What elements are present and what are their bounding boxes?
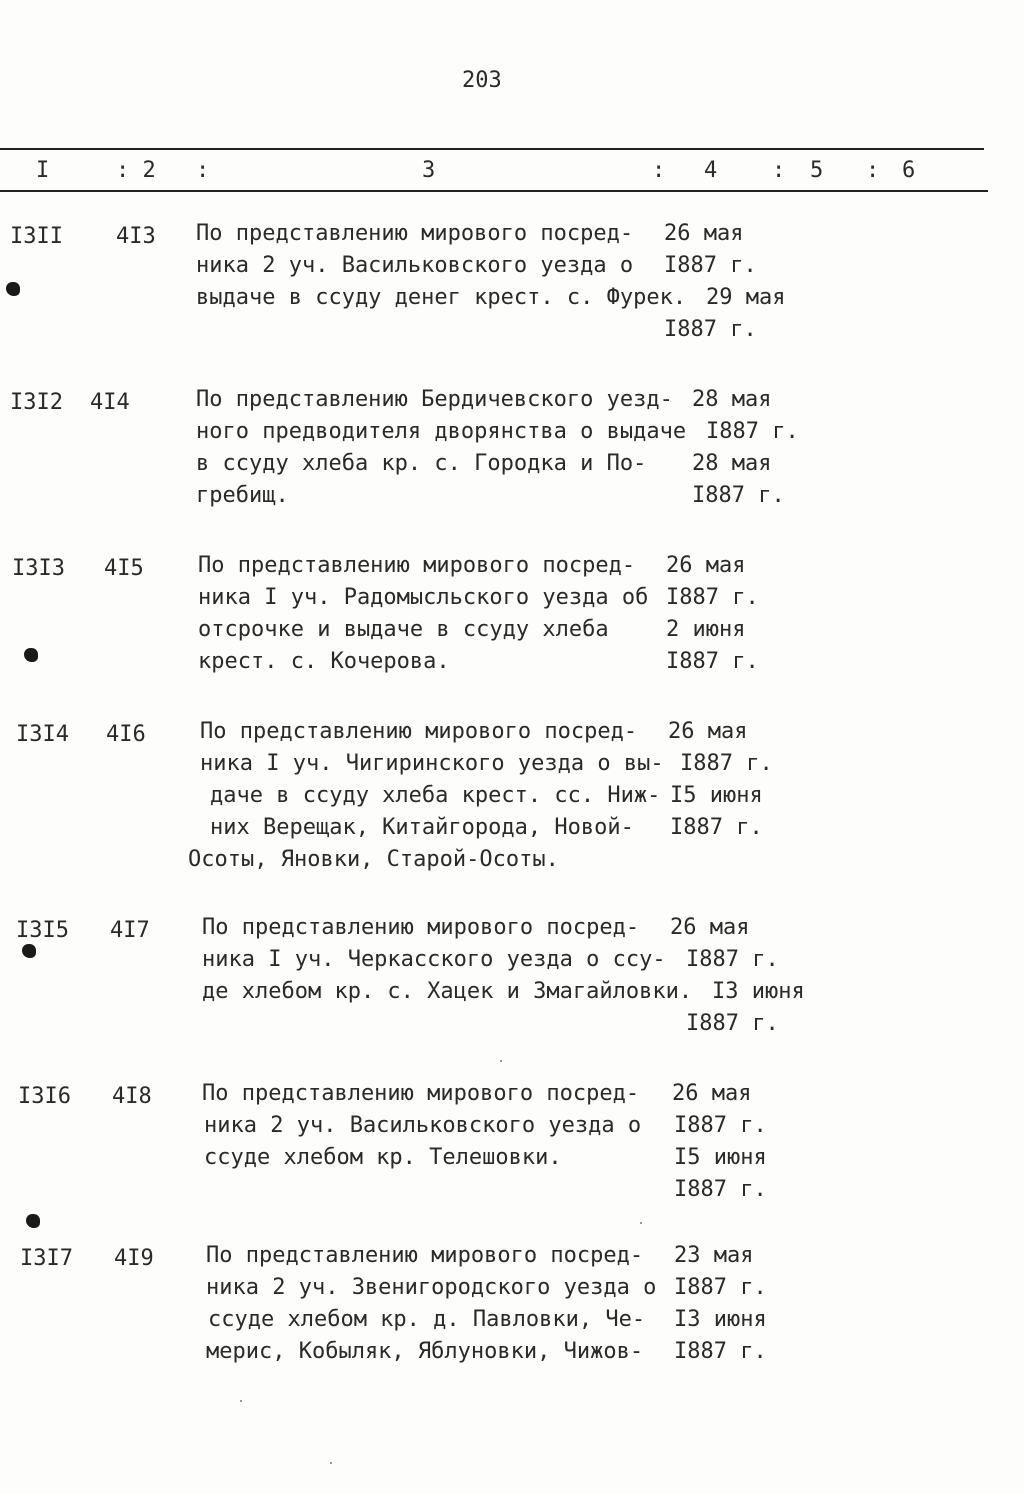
description-line: ника I уч. Радомысльского уезда об: [198, 585, 649, 610]
entry-number: I3II: [10, 224, 63, 249]
column-header-4: 4: [704, 158, 718, 183]
description-line: По представлению мирового посред-: [196, 221, 634, 246]
description-line: По представлению Бердичевского уезд-: [196, 387, 673, 412]
description-line: в ссуду хлеба кр. с. Городка и По-: [196, 451, 647, 476]
ink-blot: [24, 648, 38, 662]
date-day: I3 июня: [712, 979, 805, 1004]
date-year: I887 г.: [686, 947, 779, 972]
date-year: I887 г.: [664, 317, 757, 342]
date-day: 26 мая: [668, 719, 748, 744]
date-year: I887 г.: [666, 585, 759, 610]
column-separator: :: [772, 158, 786, 183]
date-year: I887 г.: [670, 815, 763, 840]
description-line: По представлению мирового посред-: [200, 719, 638, 744]
description-line: гребищ.: [196, 483, 289, 508]
date-year: I887 г.: [674, 1275, 767, 1300]
entry-number: I3I5: [16, 918, 69, 943]
entry-number: I3I4: [16, 722, 69, 747]
date-day: 29 мая: [706, 285, 786, 310]
description-line: ника I уч. Черкасского уезда о ссу-: [202, 947, 666, 972]
date-year: I887 г.: [692, 483, 785, 508]
file-number: 4I7: [110, 918, 150, 943]
description-line: выдаче в ссуду денег крест. с. Фурек.: [196, 285, 687, 310]
description-line: ника 2 уч. Васильковского уезда о: [204, 1113, 642, 1138]
description-line: По представлению мирового посред-: [206, 1243, 644, 1268]
column-separator: :: [196, 158, 210, 183]
description-line: По представлению мирового посред-: [202, 1081, 640, 1106]
description-line: де хлебом кр. с. Хацек и Змагайловки.: [202, 979, 693, 1004]
ink-blot: [22, 944, 36, 958]
file-number: 4I8: [112, 1084, 152, 1109]
date-day: 28 мая: [692, 451, 772, 476]
description-line: мерис, Кобыляк, Яблуновки, Чижов-: [206, 1339, 644, 1364]
date-year: I887 г.: [706, 419, 799, 444]
ink-speck: [500, 1060, 502, 1062]
file-number: 4I5: [104, 556, 144, 581]
header-bottom-rule: [0, 190, 988, 192]
entry-number: I3I3: [12, 556, 65, 581]
description-line: Осоты, Яновки, Старой-Осоты.: [188, 847, 559, 872]
description-line: даче в ссуду хлеба крест. сс. Ниж-: [210, 783, 661, 808]
date-day: 2 июня: [666, 617, 746, 642]
date-day: 26 мая: [666, 553, 746, 578]
file-number: 4I9: [114, 1246, 154, 1271]
column-header-1: I: [36, 158, 50, 183]
date-day: I5 июня: [670, 783, 763, 808]
date-year: I887 г.: [666, 649, 759, 674]
date-year: I887 г.: [686, 1011, 779, 1036]
file-number: 4I3: [116, 224, 156, 249]
column-separator: :: [652, 158, 666, 183]
description-line: ника I уч. Чигиринского уезда о вы-: [200, 751, 664, 776]
ink-blot: [26, 1214, 40, 1228]
column-header-5: 5: [810, 158, 824, 183]
description-line: По представлению мирового посред-: [198, 553, 636, 578]
column-header-2: : 2: [116, 158, 156, 183]
column-header-3: 3: [422, 158, 436, 183]
file-number: 4I6: [106, 722, 146, 747]
description-line: них Верещак, Китайгорода, Новой-: [210, 815, 634, 840]
file-number: 4I4: [90, 390, 130, 415]
column-header-6: 6: [902, 158, 916, 183]
description-line: отсрочке и выдаче в ссуду хлеба: [198, 617, 609, 642]
date-day: I3 июня: [674, 1307, 767, 1332]
date-year: I887 г.: [664, 253, 757, 278]
date-day: 26 мая: [670, 915, 750, 940]
date-year: I887 г.: [674, 1113, 767, 1138]
date-year: I887 г.: [674, 1177, 767, 1202]
entry-number: I3I2: [10, 390, 63, 415]
description-line: По представлению мирового посред-: [202, 915, 640, 940]
description-line: ного предводителя дворянства о выдаче: [196, 419, 687, 444]
description-line: ника 2 уч. Васильковского уезда о: [196, 253, 634, 278]
ink-speck: [640, 1222, 642, 1224]
date-day: I5 июня: [674, 1145, 767, 1170]
date-day: 23 мая: [674, 1243, 754, 1268]
column-separator: :: [866, 158, 880, 183]
description-line: крест. с. Кочерова.: [198, 649, 450, 674]
column-header-row: [0, 158, 1024, 186]
date-year: I887 г.: [674, 1339, 767, 1364]
date-year: I887 г.: [680, 751, 773, 776]
date-day: 26 мая: [672, 1081, 752, 1106]
entry-number: I3I6: [18, 1084, 71, 1109]
date-day: 28 мая: [692, 387, 772, 412]
entry-number: I3I7: [20, 1246, 73, 1271]
ink-speck: [330, 1462, 332, 1464]
description-line: ника 2 уч. Звенигородского уезда о: [206, 1275, 657, 1300]
description-line: ссуде хлебом кр. Телешовки.: [204, 1145, 562, 1170]
ink-speck: [240, 1400, 242, 1402]
page-number: 203: [462, 68, 502, 93]
date-day: 26 мая: [664, 221, 744, 246]
ink-blot: [6, 282, 20, 296]
header-top-rule: [0, 148, 984, 150]
description-line: ссуде хлебом кр. д. Павловки, Че-: [208, 1307, 646, 1332]
